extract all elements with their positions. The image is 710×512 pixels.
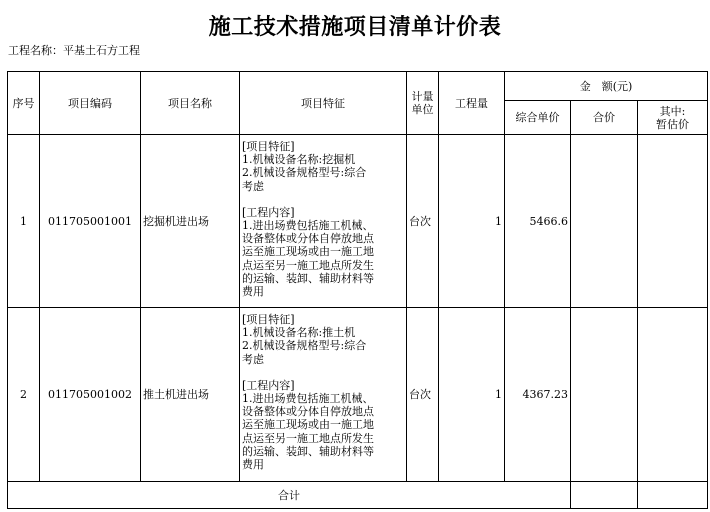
pricing-table <box>7 71 708 509</box>
content-line: 设备整体或分体自停放地点 <box>242 405 374 419</box>
feature-heading: [项目特征] <box>242 140 295 153</box>
project-name-label: 工程名称：平基土石方工程 <box>8 44 140 57</box>
row-name: 推土机进出场 <box>141 308 240 482</box>
table-row <box>8 308 708 482</box>
row-seq: 2 <box>8 308 40 482</box>
header-name: 项目名称 <box>141 72 240 135</box>
row-feature <box>240 308 407 482</box>
feature-line: 2.机械设备规格型号:综合 <box>242 339 367 353</box>
row-estimate <box>638 135 708 308</box>
row-unit: 台次 <box>407 308 439 482</box>
content-line: 运至施工现场或由一施工地 <box>242 245 374 259</box>
header-estimate: 其中: 暂估价 <box>638 101 708 135</box>
header-amount-group: 金 额(元) <box>505 72 708 101</box>
feature-line: 2.机械设备规格型号:综合 <box>242 166 367 180</box>
feature-line: 1.机械设备名称:挖掘机 <box>242 153 356 167</box>
row-unit-price: 5466.6 <box>505 135 571 308</box>
content-line: 费用 <box>242 458 264 472</box>
header-code: 项目编码 <box>40 72 141 135</box>
row-name: 挖掘机进出场 <box>141 135 240 308</box>
header-unit-price: 综合单价 <box>505 101 571 135</box>
content-heading: [工程内容] <box>242 378 295 392</box>
total-estimate <box>638 482 708 509</box>
feature-line: 考虑 <box>242 352 264 366</box>
row-total <box>571 135 638 308</box>
row-feature <box>240 135 407 308</box>
row-qty: 1 <box>439 135 505 308</box>
page-title: 施工技术措施项目清单计价表 <box>208 14 502 40</box>
row-unit-price: 4367.23 <box>505 308 571 482</box>
header-seq: 序号 <box>8 72 40 135</box>
total-row <box>8 482 708 509</box>
feature-line: 考虑 <box>242 179 264 193</box>
row-code: 011705001001 <box>40 135 141 308</box>
header-total: 合价 <box>571 101 638 135</box>
row-estimate <box>638 308 708 482</box>
row-unit: 台次 <box>407 135 439 308</box>
header-unit: 计量 单位 <box>407 72 439 135</box>
content-line: 1.进出场费包括施工机械、 <box>242 219 374 233</box>
header-qty: 工程量 <box>439 72 505 135</box>
row-code: 011705001002 <box>40 308 141 482</box>
total-amount <box>571 482 638 509</box>
feature-line: 1.机械设备名称:推土机 <box>242 326 356 340</box>
row-total <box>571 308 638 482</box>
content-heading: [工程内容] <box>242 205 295 219</box>
total-label: 合计 <box>8 482 571 509</box>
content-line: 点运至另一施工地点所发生 <box>242 258 374 272</box>
row-qty: 1 <box>439 308 505 482</box>
content-line: 设备整体或分体自停放地点 <box>242 232 374 246</box>
content-line: 费用 <box>242 285 264 299</box>
content-line: 点运至另一施工地点所发生 <box>242 431 374 445</box>
feature-heading: [项目特征] <box>242 313 295 326</box>
content-line: 1.进出场费包括施工机械、 <box>242 392 374 406</box>
content-line: 运至施工现场或由一施工地 <box>242 418 374 432</box>
content-line: 的运输、装卸、辅助材料等 <box>242 444 374 458</box>
content-line: 的运输、装卸、辅助材料等 <box>242 271 374 285</box>
header-feature: 项目特征 <box>240 72 407 135</box>
table-row <box>8 135 708 308</box>
row-seq: 1 <box>8 135 40 308</box>
